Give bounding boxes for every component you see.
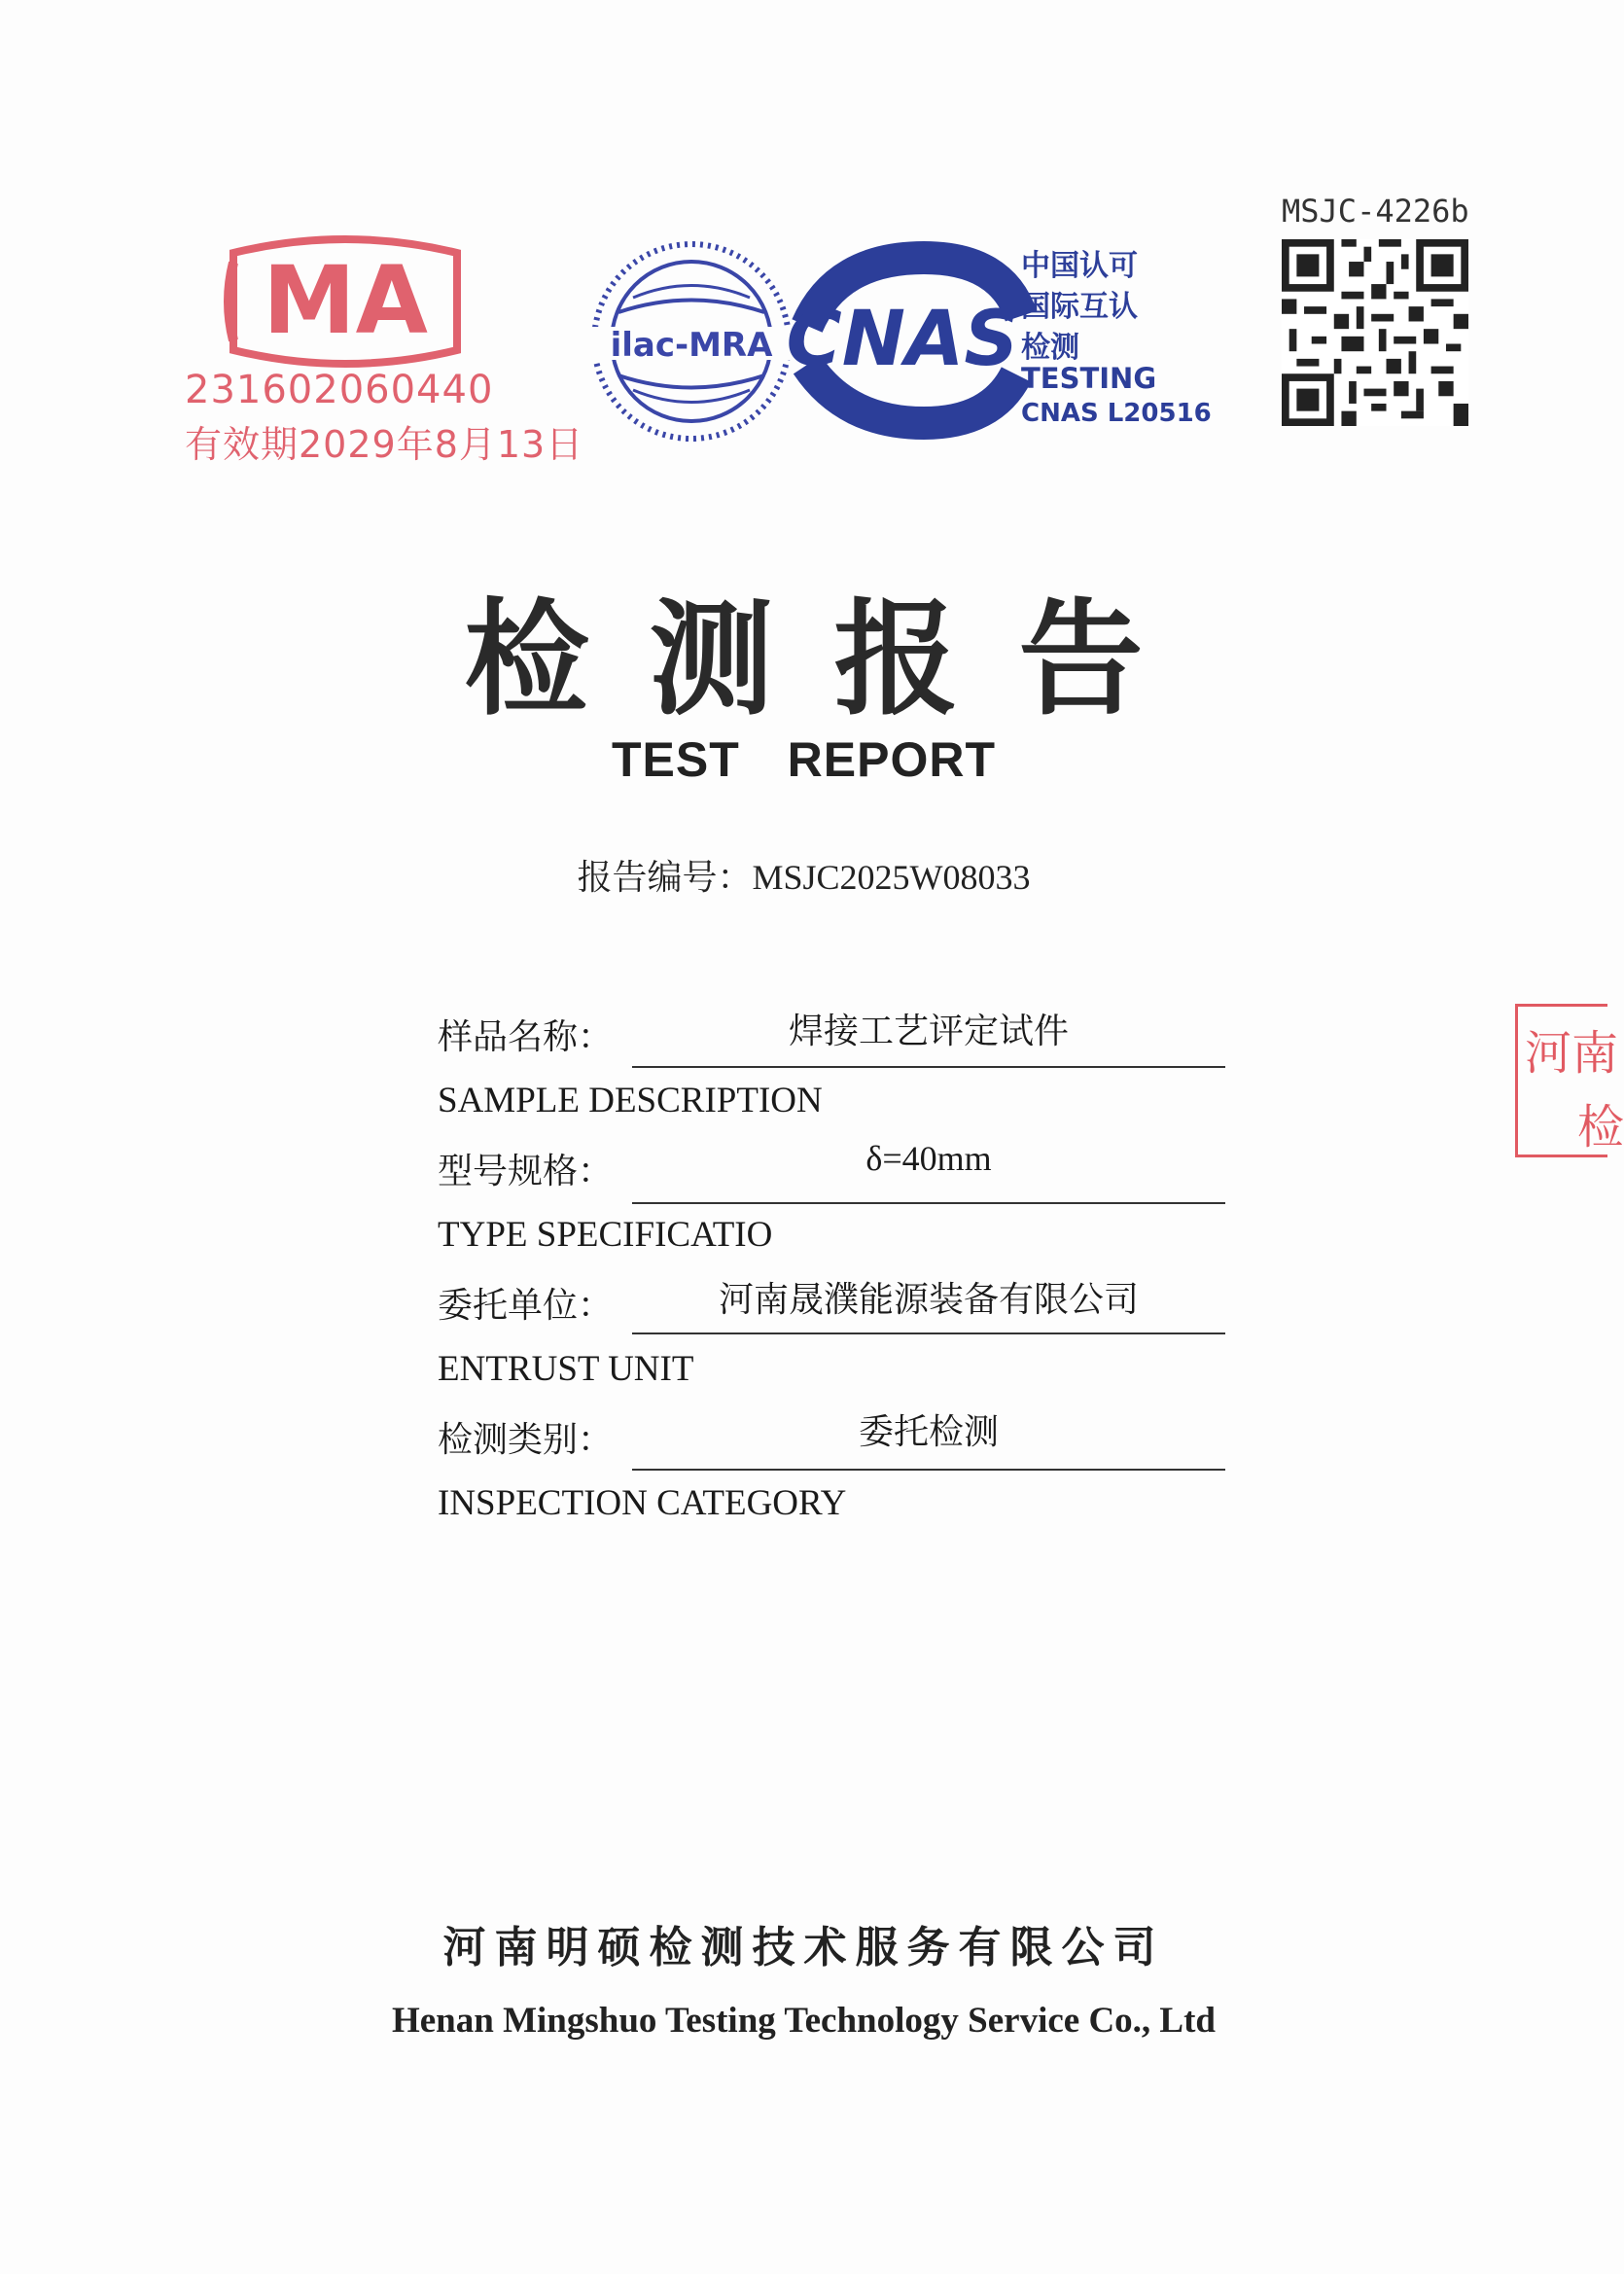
sample-name-value: 焊接工艺评定试件	[788, 1012, 1069, 1051]
report-number-value: MSJC2025W08033	[752, 858, 1031, 897]
inspection-category-underline	[632, 1469, 1225, 1471]
type-spec-label: 型号规格：	[438, 1152, 614, 1191]
seal-text: 河南	[1525, 1026, 1619, 1081]
report-title-cn: 检测报告	[464, 586, 1204, 732]
svg-text:ilac-MRA: ilac-MRA	[610, 326, 773, 365]
cnas-text-line1: 中国认可	[1021, 249, 1138, 283]
company-name-en: Henan Mingshuo Testing Technology Service Co., Ltd	[391, 2001, 1217, 2041]
cnas-accreditation-number: CNAS L20516	[1021, 399, 1212, 428]
inspection-category-en-label: INSPECTION CATEGORY	[438, 1483, 847, 1523]
type-specification-label: TYPE SPECIFICATIO	[438, 1215, 773, 1255]
entrust-unit-label: 委托单位：	[438, 1286, 614, 1326]
entrust-unit-en-label: ENTRUST UNIT	[438, 1349, 694, 1389]
type-spec-value: δ=40mm	[865, 1139, 992, 1178]
sample-name-underline	[632, 1066, 1225, 1068]
cnas-text-line3: 检测	[1021, 331, 1079, 365]
cma-validity: 有效期2029年8月13日	[185, 423, 584, 466]
sample-name-label: 样品名称：	[438, 1017, 614, 1057]
entrust-unit-value: 河南晟濮能源装备有限公司	[718, 1280, 1139, 1320]
seal-text-2: 检	[1577, 1100, 1624, 1155]
report-number-label: 报告编号：	[577, 858, 753, 898]
svg-text:CNAS: CNAS	[786, 296, 1019, 383]
document-code: MSJC-4226b	[1282, 193, 1469, 230]
svg-text:MA: MA	[263, 246, 428, 355]
qr-code-icon	[1282, 239, 1468, 426]
cma-number: 231602060440	[185, 368, 494, 412]
inspection-category-label: 检测类别：	[438, 1420, 614, 1460]
cnas-logo	[778, 248, 1026, 433]
entrust-unit-underline	[632, 1332, 1225, 1334]
type-spec-underline	[632, 1202, 1225, 1204]
cnas-text-line4: TESTING	[1021, 362, 1157, 395]
inspection-category-value: 委托检测	[858, 1412, 999, 1452]
report-title-en: TEST REPORT	[611, 732, 997, 787]
report-number	[0, 850, 1607, 900]
cma-logo	[204, 233, 486, 370]
company-name-cn: 河南明硕检测技术服务有限公司	[442, 1923, 1165, 1972]
cnas-text-line2: 国际互认	[1021, 290, 1138, 324]
sample-description-label: SAMPLE DESCRIPTION	[438, 1081, 823, 1120]
ilac-mra-logo	[580, 230, 803, 453]
